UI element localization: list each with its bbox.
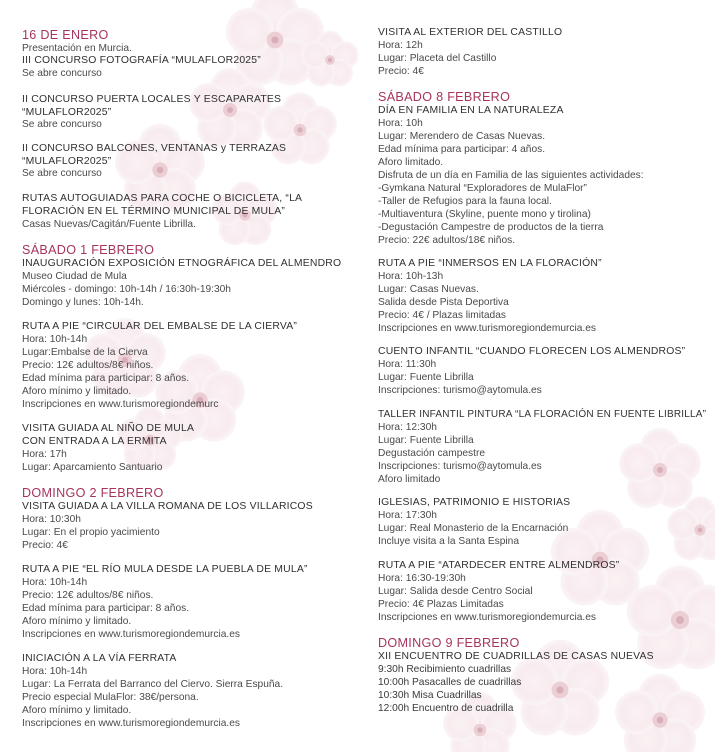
event-title: RUTA A PIE “ATARDECER ENTRE ALMENDROS” (378, 560, 620, 571)
event-info: Lugar: En el propio yacimiento (22, 527, 160, 538)
date-heading: SÁBADO 8 FEBRERO (378, 90, 511, 104)
event-title: TALLER INFANTIL PINTURA “LA FLORACIÓN EN FUENTE LIBRILLA” (378, 409, 707, 420)
event-info: Precio: 4€ (22, 540, 68, 551)
date-heading: DOMINGO 2 FEBRERO (22, 486, 164, 500)
event-info: Hora: 10h-14h (22, 666, 88, 677)
event-info: Precio especial MulaFlor: 38€/persona. (22, 692, 199, 703)
event-info: Incluye visita a la Santa Espina (378, 536, 520, 547)
event-title: III CONCURSO FOTOGRAFÍA “MULAFLOR2025” (22, 55, 261, 66)
event-info: 9:30h Recibimiento cuadrillas (378, 664, 512, 675)
event-info: Precio: 4€ / Plazas limitadas (378, 310, 506, 321)
event-info: Precio: 4€ (378, 66, 424, 77)
event-title: VISITA GUIADA A LA VILLA ROMANA DE LOS VILLARICOS (22, 501, 313, 512)
event-info: Salida desde Pista Deportiva (378, 297, 509, 308)
event-info: Inscripciones: turismo@aytomula.es (378, 461, 542, 472)
event-info: Aforo mínimo y limitado. (22, 386, 132, 397)
event-info: Aforo limitado (378, 474, 441, 485)
event-info: Inscripciones en www.turismoregiondemurcia.es (378, 612, 596, 623)
date-heading: SÁBADO 1 FEBRERO (22, 243, 155, 257)
event-title: VISITA GUIADA AL NIÑO DE MULA (22, 423, 195, 434)
event-info: Hora: 10h (378, 118, 423, 129)
event-title: II CONCURSO PUERTA LOCALES Y ESCAPARATES (22, 94, 282, 105)
event-info: Hora: 12:30h (378, 422, 437, 433)
event-info: Inscripciones en www.turismoregiondemurc (22, 399, 219, 410)
event-info: Lugar: Merendero de Casas Nuevas. (378, 131, 546, 142)
event-info: Hora: 10h-13h (378, 271, 444, 282)
event-info: 10:30h Misa Cuadrillas (378, 690, 482, 701)
event-info: Hora: 10:30h (22, 514, 81, 525)
event-info: Hora: 17h (22, 449, 67, 460)
event-info: Aforo limitado. (378, 157, 444, 168)
event-info: Disfruta de un día en Familia de las siguientes actividades: (378, 170, 644, 181)
event-info: Lugar: Fuente Librilla (378, 435, 474, 446)
event-info: Lugar: Aparcamiento Santuario (22, 462, 163, 473)
event-info: Lugar: Fuente Librilla (378, 372, 474, 383)
event-info: Hora: 16:30-19:30h (378, 573, 466, 584)
event-title: “MULAFLOR2025” (22, 156, 112, 167)
event-info: Hora: 11:30h (378, 359, 437, 370)
event-info: -Taller de Refugios para la fauna local. (378, 196, 552, 207)
event-info: Aforo mínimo y limitado. (22, 705, 132, 716)
event-info: Precio: 12€ adultos/8€ niños. (22, 590, 154, 601)
event-info: Degustación campestre (378, 448, 486, 459)
event-info: Lugar: Placeta del Castillo (378, 53, 497, 64)
event-title: FLORACIÓN EN EL TÉRMINO MUNICIPAL DE MULA” (22, 206, 286, 217)
event-info: Casas Nuevas/Cagitán/Fuente Librilla. (22, 219, 196, 230)
event-title: INAUGURACIÓN EXPOSICIÓN ETNOGRÁFICA DEL ALMENDRO (22, 258, 342, 269)
event-info: Miércoles - domingo: 10h-14h / 16:30h-19:30h (22, 284, 231, 295)
event-info: Hora: 17:30h (378, 510, 437, 521)
event-title: XII ENCUENTRO DE CUADRILLAS DE CASAS NUEVAS (378, 651, 654, 662)
event-info: 10:00h Pasacalles de cuadrillas (378, 677, 522, 688)
event-title: IGLESIAS, PATRIMONIO E HISTORIAS (378, 497, 571, 508)
event-info: Se abre concurso (22, 119, 102, 130)
event-info: Precio: 12€ adultos/8€ niños. (22, 360, 154, 371)
event-info: Inscripciones en www.turismoregiondemurcia.es (378, 323, 596, 334)
event-info: Aforo mínimo y limitado. (22, 616, 132, 627)
event-title: CON ENTRADA A LA ERMITA (22, 436, 167, 447)
event-title: RUTA A PIE “INMERSOS EN LA FLORACIÓN” (378, 258, 602, 269)
event-title: II CONCURSO BALCONES, VENTANAS y TERRAZAS (22, 143, 287, 154)
event-info: -Multiaventura (Skyline, puente mono y tirolina) (378, 209, 591, 220)
event-info: Lugar: Salida desde Centro Social (378, 586, 533, 597)
event-info: Precio: 4€ Plazas Limitadas (378, 599, 504, 610)
event-info: Precio: 22€ adultos/18€ niños. (378, 235, 516, 246)
event-info: Hora: 10h-14h (22, 334, 88, 345)
event-info: 12:00h Encuentro de cuadrilla (378, 703, 514, 714)
event-title: VISITA AL EXTERIOR DEL CASTILLO (378, 27, 563, 38)
event-info: Edad mínima para participar: 8 años. (22, 373, 190, 384)
event-info: Hora: 10h-14h (22, 577, 88, 588)
event-title: RUTAS AUTOGUIADAS PARA COCHE O BICICLETA, “LA (22, 193, 303, 204)
event-info: Inscripciones en www.turismoregiondemurcia.es (22, 718, 240, 729)
event-info: Lugar:Embalse de la Cierva (22, 347, 148, 358)
event-title: DÍA EN FAMILIA EN LA NATURALEZA (378, 105, 564, 116)
event-title: “MULAFLOR2025” (22, 107, 112, 118)
event-title: CUENTO INFANTIL “CUANDO FLORECEN LOS ALMENDROS” (378, 346, 686, 357)
event-info: Inscripciones: turismo@aytomula.es (378, 385, 542, 396)
event-info: Presentación en Murcia. (22, 43, 132, 54)
event-info: Lugar: Casas Nuevas. (378, 284, 479, 295)
event-info: Inscripciones en www.turismoregiondemurcia.es (22, 629, 240, 640)
event-info: -Degustación Campestre de productos de la tierra (378, 222, 604, 233)
date-heading: DOMINGO 9 FEBRERO (378, 636, 520, 650)
event-info: Se abre concurso (22, 68, 102, 79)
event-title: RUTA A PIE “CIRCULAR DEL EMBALSE DE LA CIERVA” (22, 321, 298, 332)
event-info: Edad mínima para participar: 8 años. (22, 603, 190, 614)
date-heading: 16 DE ENERO (22, 28, 109, 42)
event-title: RUTA A PIE “EL RÍO MULA DESDE LA PUEBLA DE MULA” (22, 564, 308, 575)
event-info: Edad mínima para participar: 4 años. (378, 144, 546, 155)
event-info: Se abre concurso (22, 168, 102, 179)
event-info: Lugar: Real Monasterio de la Encarnación (378, 523, 569, 534)
event-info: Domingo y lunes: 10h-14h. (22, 297, 144, 308)
event-title: INICIACIÓN A LA VÍA FERRATA (22, 653, 177, 664)
event-info: -Gymkana Natural “Exploradores de MulaFlor” (378, 183, 587, 194)
event-info: Hora: 12h (378, 40, 423, 51)
event-info: Museo Ciudad de Mula (22, 271, 127, 282)
event-info: Lugar: La Ferrata del Barranco del Ciervo. Sierra Espuña. (22, 679, 284, 690)
